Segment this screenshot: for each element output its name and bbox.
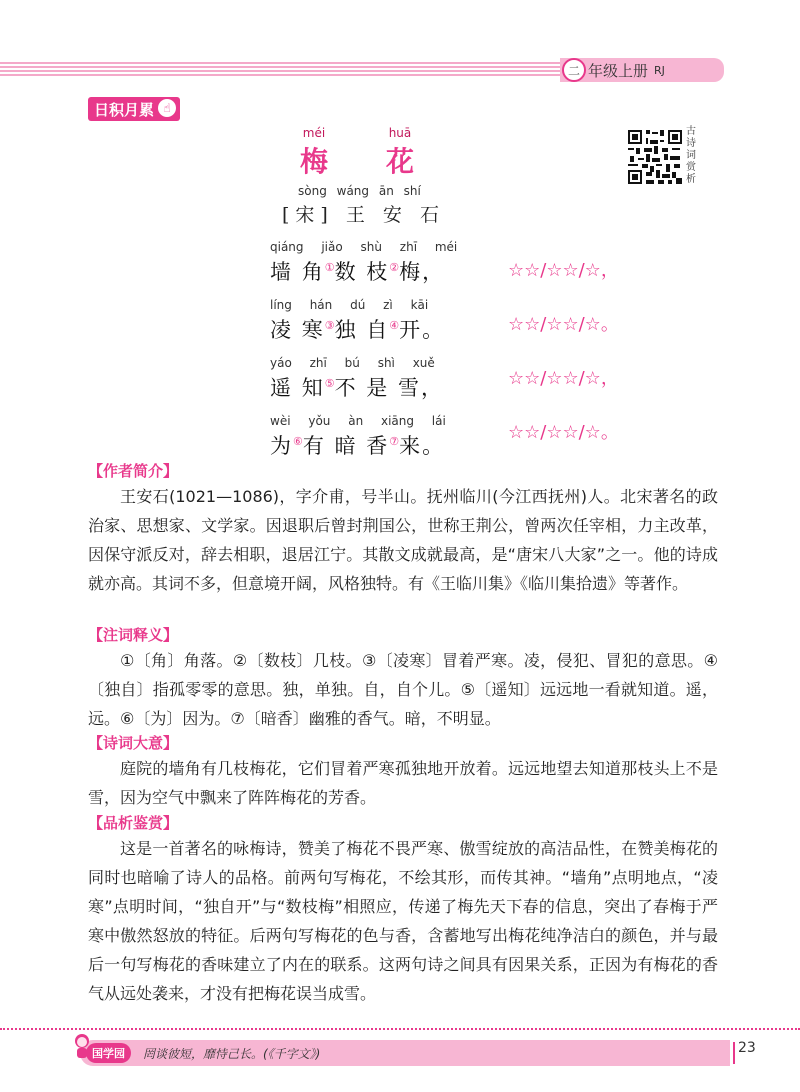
author-pinyin: sòng wáng ān shí — [298, 184, 421, 198]
grade-number: 二 — [562, 58, 586, 82]
poem-line-2-stars: ☆☆/☆☆/☆。 — [508, 314, 619, 335]
appreciation-section-title: 【品析鉴赏】 — [88, 814, 179, 832]
grade-tab — [560, 58, 724, 82]
title-char-2: 花 — [386, 145, 415, 178]
poem-line-3-pinyin: yáo zhī bú shì xuě — [270, 356, 435, 370]
footer-bar — [80, 1040, 730, 1066]
appreciation-section-text: 这是一首著名的咏梅诗，赞美了梅花不畏严寒、傲雪绽放的高洁品性，在赞美梅花的同时也暗喻了诗人的品格。前两句写梅花，不绘其形，而传其神。“墙角”点明地点，“凌寒”点明时间，“独自开”与“数枝梅”相照应，传递了梅先天下春的信息，突出了春梅于严寒中傲然怒放的特征。后两句写梅花的色与香，含蓄地写出梅花纯净洁白的颜色，并与最后一句写梅花的香味建立了内在的联系。这两句诗之间具有因果关系，正因为有梅花的香气从远处袭来，才没有把梅花误当成雪。 — [88, 839, 718, 1003]
poem-line-1-stars: ☆☆/☆☆/☆， — [508, 260, 619, 281]
notes-section-title: 【注词释义】 — [88, 626, 179, 644]
footer-quote: 罔谈彼短，靡恃己长。(《千字文》) — [143, 1046, 321, 1061]
author-section-text: 王安石(1021—1086)，字介甫，号半山。抚州临川(今江西抚州)人。北宋著名的政治家、思想家、文学家。因退职后曾封荆国公，世称王荆公，曾两次任宰相，力主改革，因保守派反对，辞去相职，退居江宁。其散文成就最高，是“唐宋八大家”之一。他的诗成就亦高。其词不多，但意境开阔，风格独特。有《王临川集》《临川集拾遗》等著作。 — [88, 487, 718, 593]
footer-divider — [0, 1028, 800, 1030]
column-tag — [88, 97, 180, 121]
poem-line-3-stars: ☆☆/☆☆/☆， — [508, 368, 619, 389]
page-separator — [733, 1042, 735, 1064]
title-pinyin-1: méi — [302, 126, 326, 140]
author-section-title: 【作者简介】 — [88, 462, 179, 480]
poem-line-1-pinyin: qiáng jiǎo shù zhī méi — [270, 240, 458, 254]
hand-icon: ☝ — [158, 99, 176, 117]
poem-line-1: 墙 角①数 枝②梅， — [270, 260, 446, 284]
footer-badge: 国学园 — [86, 1043, 131, 1063]
meaning-section-text: 庭院的墙角有几枝梅花，它们冒着严寒孤独地开放着。远远地望去知道那枝头上不是雪，因为空气中飘来了阵阵梅花的芳香。 — [88, 759, 718, 807]
header-stripe — [0, 62, 560, 78]
poem-line-4-pinyin: wèi yǒu àn xiāng lái — [270, 414, 446, 428]
title-pinyin-2: huā — [388, 126, 412, 140]
poem-line-4: 为⑥有 暗 香⑦来。 — [270, 434, 446, 458]
edition-label: RJ — [654, 63, 665, 77]
poem-line-2-pinyin: líng hán dú zì kāi — [270, 298, 429, 312]
notes-section-text: ①〔角〕角落。②〔数枝〕几枝。③〔凌寒〕冒着严寒。凌，侵犯、冒犯的意思。④〔独自〕指孤零零的意思。独，单独。自，自个儿。⑤〔遥知〕远远地一看就知道。遥，远。⑥〔为〕因为。⑦〔暗香〕幽雅的香气。暗，不明显。 — [88, 651, 718, 728]
qr-code-icon[interactable] — [626, 128, 684, 186]
poem-line-3: 遥 知⑤不 是 雪， — [270, 376, 444, 400]
poem-line-2: 凌 寒③独 自④开。 — [270, 318, 446, 342]
qr-label: 古诗词赏析 — [686, 126, 696, 185]
page-number: 23 — [738, 1040, 756, 1056]
grade-label: 年级上册 — [588, 61, 649, 80]
title-char-1: 梅 — [300, 145, 329, 178]
girl-mascot-icon — [70, 1032, 94, 1060]
meaning-section-title: 【诗词大意】 — [88, 734, 179, 752]
poem-line-4-stars: ☆☆/☆☆/☆。 — [508, 422, 619, 443]
author-name: [宋] 王 安 石 — [282, 204, 445, 226]
column-tag-label: 日积月累 — [94, 100, 155, 119]
